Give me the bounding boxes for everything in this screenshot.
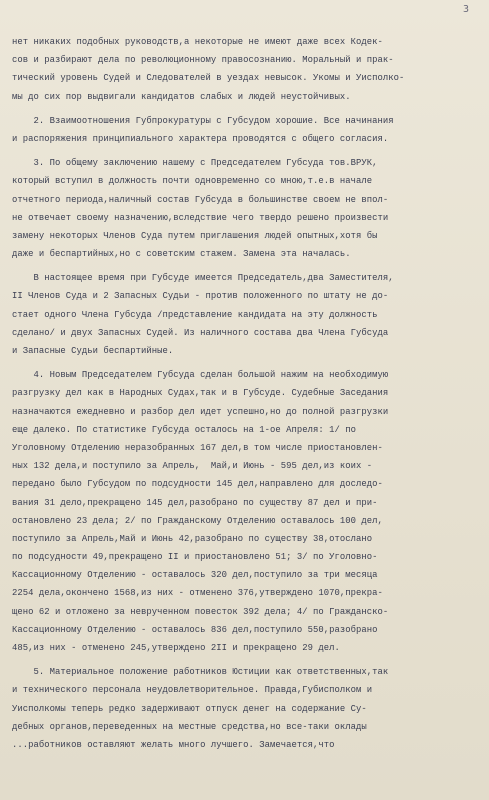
text-line: 4. Новым Председателем Губсуда сделан большой нажим на необходимую xyxy=(12,370,389,381)
text-line: по подсудности 49,прекращено II и приостановлено 51; 3/ по Уголовно- xyxy=(12,552,378,563)
text-line: назначаются ежедневно и разбор дел идет успешно,но до полной разгрузки xyxy=(12,406,389,417)
page-number: 3 xyxy=(462,4,469,15)
text-line: 2. Взаимоотношения Губпрокуратуры с Губсудом хорошие. Все начинания xyxy=(12,115,394,126)
text-line: и распоряжения принципиального характера проводятся с общего согласия. xyxy=(12,133,389,144)
text-line: замену некоторых Членов Суда путем приглашения людей опытных,хотя бы xyxy=(12,230,378,241)
text-line: 5. Материальное положение работников Юстиции как ответственных,так xyxy=(12,667,389,678)
text-line: щено 62 и отложено за неврученном повесток 392 дела; 4/ по Гражданско- xyxy=(12,606,389,617)
text-line: 485,из них - отменено 245,утверждено 2II и прекращено 29 дел. xyxy=(12,643,340,653)
text-line: В настоящее время при Губсуде имеется Председатель,два Заместителя, xyxy=(12,273,394,284)
text-line: отчетного периода,наличный состав Губсуда в большинстве своем не впол- xyxy=(12,194,389,205)
text-line: сов и разбирают дела по революционному правосознанию. Моральный и прак- xyxy=(12,55,394,66)
text-line: мы до сих пор выдвигали кандидатов слабых и людей неустойчивых. xyxy=(12,91,351,102)
text-line: и технического персонала неудовлетворительное. Правда,Губисполком и xyxy=(12,685,373,696)
text-line: Кассационному Отделению - оставалось 320 дел,поступило за три месяца xyxy=(12,570,378,581)
text-line: Кассационному Отделению - оставалось 836 дел,поступило 550,разобрано xyxy=(12,624,378,635)
text-line: поступило за Апрель,Май и Июнь 42,разобрано по существу 38,отослано xyxy=(12,533,373,544)
document-text xyxy=(12,33,482,754)
text-line: сделано/ и двух Запасных Судей. Из наличного состава два Члена Губсуда xyxy=(12,327,389,338)
text-line: передано было Губсудом по подсудности 145 дел,направлено для доследо- xyxy=(12,479,383,490)
text-line: тический уровень Судей и Следователей в уездах невысок. Укомы и Уисполко- xyxy=(12,73,405,84)
text-line: вания 31 дело,прекращено 145 дел,разобрано по существу 87 дел и при- xyxy=(12,497,378,508)
text-line: остановлено 23 дела; 2/ по Гражданскому Отделению оставалось 100 дел, xyxy=(12,515,383,526)
text-line: и Запасные Судьи беспартийные. xyxy=(12,346,174,356)
text-line: не отвечает своему назначению,вследствие чего твердо решено произвести xyxy=(12,212,389,223)
text-line: дебных органов,переведенных на местные средства,но все-таки оклады xyxy=(12,721,367,732)
text-line: стает одного Члена Губсуда /представление кандидата на эту должность xyxy=(12,309,378,320)
text-line: Уисполкомы теперь редко задерживают отпуск денег на содержание Су- xyxy=(12,703,367,714)
text-line: ...работников оставляют желать много лучшего. Замечается,что xyxy=(12,739,335,750)
text-line: нет никаких подобных руководств,а некоторые не имеют даже всех Кодек- xyxy=(12,37,383,47)
text-line: 3. По общему заключению нашему с Председателем Губсуда тов.ВРУК, xyxy=(12,158,378,169)
text-line: который вступил в должность почти одновременно со мною,т.е.в начале xyxy=(12,176,373,187)
text-line: 2254 дела,окончено 1568,из них - отменено 376,утверждено 1070,прекра- xyxy=(12,588,383,599)
text-line: разгрузку дел как в Народных Судах,так и в Губсуде. Судебные Заседания xyxy=(12,388,389,399)
text-line: еще далеко. По статистике Губсуда осталось на 1-ое Апреля: 1/ по xyxy=(12,424,357,435)
text-line: ных 132 дела,и поступило за Апрель, Май,и Июнь - 595 дел,из коих - xyxy=(12,461,373,472)
text-line: II Членов Суда и 2 Запасных Судьи - против положенного по штату не до- xyxy=(12,291,389,302)
text-line: Уголовному Отделению неразобранных 167 дел,в том числе приостановлен- xyxy=(12,442,383,453)
text-line: даже и беспартийных,но с советским стажем. Замена эта началась. xyxy=(12,249,351,260)
